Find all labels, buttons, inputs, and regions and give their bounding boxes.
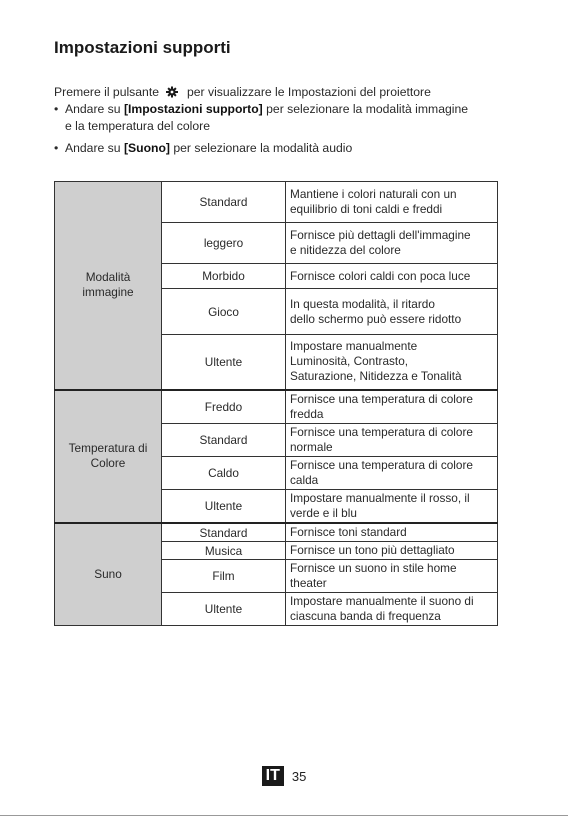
language-badge: IT: [262, 766, 284, 786]
option-cell: Film: [162, 560, 286, 593]
description-cell: Fornisce un suono in stile home theater: [286, 560, 498, 593]
settings-table: [54, 181, 498, 626]
category-label: Modalità: [85, 270, 131, 285]
option-cell: Ultente: [162, 490, 286, 524]
intro-text: [54, 84, 524, 157]
option-cell: Morbido: [162, 264, 286, 289]
category-sound: [55, 523, 162, 626]
intro-line: [54, 84, 524, 101]
bullet-text: per selezionare la modalità immagine: [262, 102, 469, 116]
option-cell: Musica: [162, 542, 286, 560]
gear-icon: [165, 86, 179, 98]
option-cell: Standard: [162, 182, 286, 223]
bullet-picture: [54, 101, 524, 118]
option-cell: Freddo: [162, 390, 286, 424]
description-cell: Fornisce toni standard: [286, 523, 498, 542]
bottom-divider: [0, 815, 568, 816]
category-label: Suno: [94, 567, 122, 581]
option-cell: Caldo: [162, 457, 286, 490]
description-cell: Impostare manualmente il rosso, il verde e il blu: [286, 490, 498, 524]
description-cell: Fornisce una temperatura di colore calda: [286, 457, 498, 490]
press-text: Premere il pulsante: [54, 85, 159, 99]
bullet-bold: [Impostazioni supporto]: [123, 102, 263, 116]
description-cell: Fornisce una temperatura di colore normale: [286, 424, 498, 457]
table-row: [55, 182, 498, 223]
category-picture-mode: [55, 182, 162, 390]
press-after-text: per visualizzare le Impostazioni del proiettore: [187, 85, 431, 99]
category-label: Temperatura di: [68, 441, 148, 456]
category-color-temperature: [55, 390, 162, 524]
bullet-sound: [54, 140, 524, 157]
option-cell: Standard: [162, 523, 286, 542]
option-cell: Gioco: [162, 289, 286, 335]
option-cell: leggero: [162, 223, 286, 264]
bullet-bold: [Suono]: [123, 141, 170, 155]
category-label: immagine: [82, 285, 134, 300]
page-number: 35: [291, 768, 307, 784]
description-cell: Mantiene i colori naturali con un equilibrio di toni caldi e freddi: [286, 182, 498, 223]
description-cell: Fornisce un tono più dettagliato: [286, 542, 498, 560]
bullet-text: per selezionare la modalità audio: [169, 141, 353, 155]
description-cell: Fornisce colori caldi con poca luce: [286, 264, 498, 289]
bullet-text: Andare su: [65, 141, 124, 155]
bullet-continuation: e la temperatura del colore: [65, 119, 210, 133]
option-cell: Ultente: [162, 335, 286, 390]
description-cell: Fornisce una temperatura di colore fredda: [286, 390, 498, 424]
description-cell: In questa modalità, il ritardo dello schermo può essere ridotto: [286, 289, 498, 335]
option-cell: Ultente: [162, 593, 286, 626]
table-row: [55, 390, 498, 424]
category-label: Colore: [90, 456, 126, 471]
page-title: Impostazioni supporti: [54, 38, 231, 57]
option-cell: Standard: [162, 424, 286, 457]
description-cell: Fornisce più dettagli dell'immagine e nitidezza del colore: [286, 223, 498, 264]
description-cell: Impostare manualmente il suono di ciascuna banda di frequenza: [286, 593, 498, 626]
description-cell: Impostare manualmente Luminosità, Contrasto, Saturazione, Nitidezza e Tonalità: [286, 335, 498, 390]
page-footer: [0, 766, 568, 786]
bullet-text: Andare su: [65, 102, 124, 116]
table-row: [55, 523, 498, 542]
